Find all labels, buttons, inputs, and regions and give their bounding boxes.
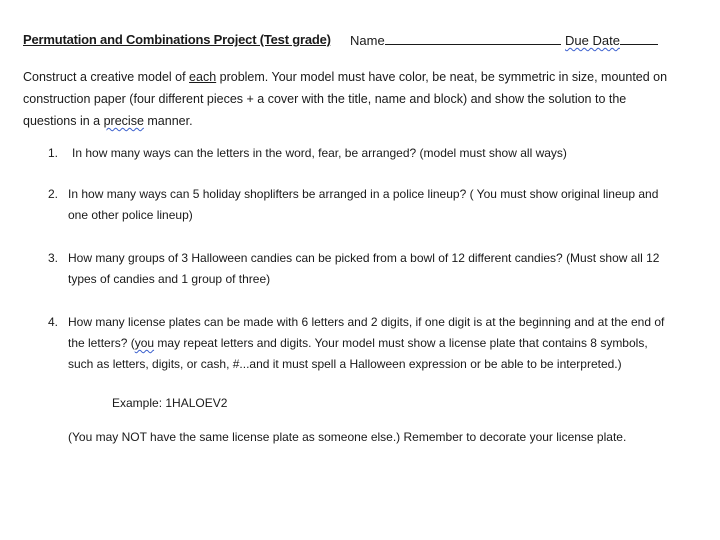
instructions-text: Construct a creative model of xyxy=(23,70,190,84)
spellcheck-word-precise: precise xyxy=(103,114,144,128)
license-plate-example: Example: 1HALOEV2 xyxy=(112,396,228,410)
instructions-paragraph xyxy=(23,66,683,132)
instructions-line xyxy=(23,110,683,132)
due-date-label: Due Date xyxy=(565,33,620,48)
name-blank-line xyxy=(385,32,561,45)
question-line: such as letters, digits, or cash, #...and it must spell a Halloween expression or be able to be interpreted.) xyxy=(68,357,622,371)
name-field xyxy=(350,32,561,48)
spellcheck-word-you: you xyxy=(134,336,155,350)
question-line: How many license plates can be made with 6 letters and 2 digits, if one digit is at the beginning and at the end of xyxy=(68,315,665,329)
header-row xyxy=(23,32,703,52)
question-line: one other police lineup) xyxy=(68,208,193,222)
question-text-part: may repeat letters and digits. Your model must show a license plate that contains 8 symbols, xyxy=(154,336,648,350)
question-number: 4. xyxy=(48,315,59,329)
name-label: Name xyxy=(350,33,385,48)
question-line: How many groups of 3 Halloween candies can be picked from a bowl of 12 different candies? (Must show all 12 xyxy=(68,251,660,265)
question-text xyxy=(72,143,702,164)
closing-note: (You may NOT have the same license plate as someone else.) Remember to decorate your license plate. xyxy=(68,430,627,444)
due-date-field xyxy=(565,32,658,48)
instructions-text: problem. Your model must have color, be neat, be symmetric in size, mounted on xyxy=(216,70,668,84)
instructions-text: manner. xyxy=(143,114,193,128)
question-line xyxy=(68,333,698,354)
instructions-text: questions in a xyxy=(23,114,104,128)
emphasis-each: each xyxy=(189,70,217,84)
question-line: In how many ways can 5 holiday shoplifters be arranged in a police lineup? ( You must show original lineup and xyxy=(68,187,659,201)
question-text xyxy=(68,312,698,375)
question-number: 2. xyxy=(48,187,59,201)
due-date-blank-line xyxy=(620,32,658,45)
instructions-line: construction paper (four different pieces + a cover with the title, name and block) and show the solution to the xyxy=(23,92,627,106)
question-text-part: the letters? ( xyxy=(68,336,135,350)
question-line: In how many ways can the letters in the word, fear, be arranged? (model must show all ways) xyxy=(72,146,567,160)
project-title: Permutation and Combinations Project (Test grade) xyxy=(23,32,331,47)
question-text xyxy=(68,248,698,290)
question-line: types of candies and 1 group of three) xyxy=(68,272,271,286)
question-text xyxy=(68,184,698,226)
question-number: 3. xyxy=(48,251,59,265)
question-number: 1. xyxy=(48,146,59,160)
instructions-line xyxy=(23,66,683,88)
